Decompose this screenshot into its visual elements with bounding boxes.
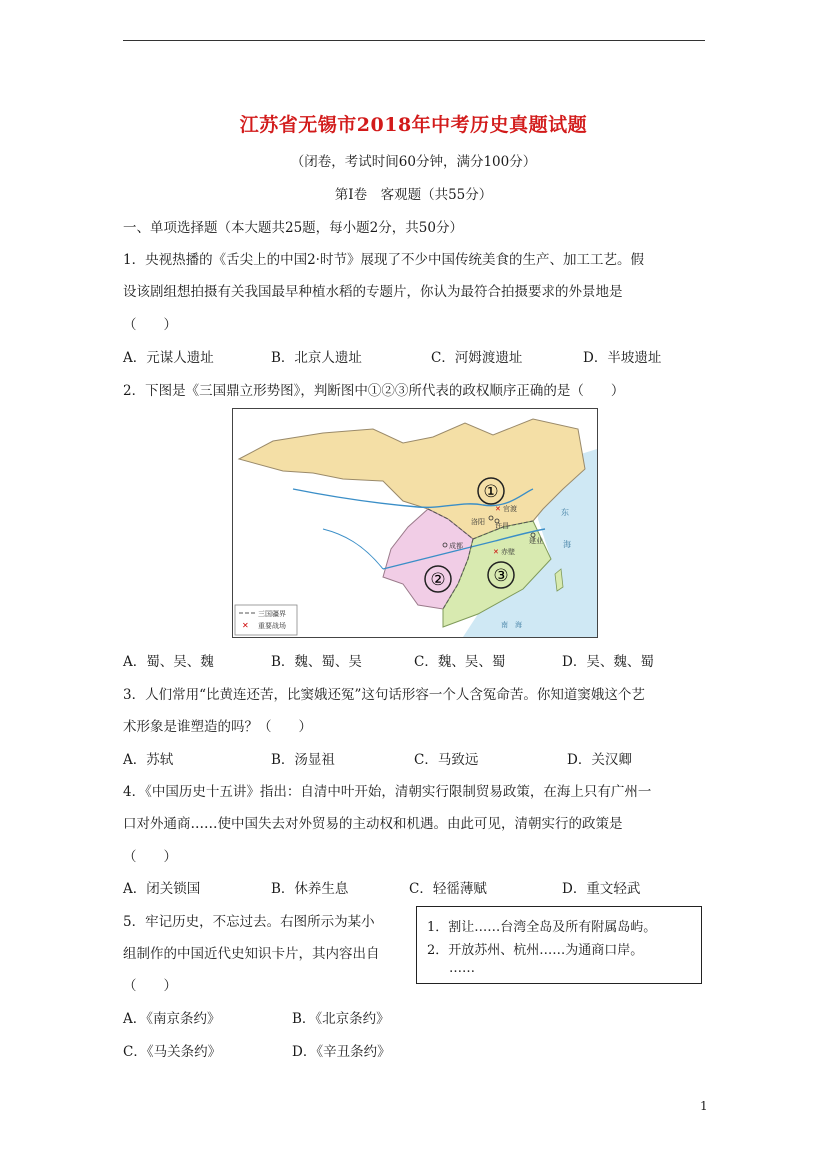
region-3-label: ③ (493, 566, 509, 586)
legend-battle-label: 重要战场 (258, 622, 286, 630)
legend-battle-icon: ✕ (242, 621, 249, 630)
city-label-xuchang: 许昌 (495, 522, 509, 530)
option-d[interactable]: D．关汉卿 (567, 752, 632, 768)
legend-border-label: 三国疆界 (258, 610, 286, 618)
option-b[interactable]: B．魏、蜀、吴 (271, 654, 362, 670)
option-a[interactable]: A．闭关锁国 (123, 881, 201, 897)
sea-label: 海 (563, 540, 571, 549)
option-d[interactable]: D．吴、魏、蜀 (562, 654, 654, 670)
option-c[interactable]: C．轻徭薄赋 (409, 881, 487, 897)
option-c[interactable]: C．马致远 (414, 752, 479, 768)
card-line-3: …… (449, 961, 475, 976)
exam-subtitle: （闭卷，考试时间60分钟，满分100分） (290, 154, 537, 170)
option-b[interactable]: B．《北京条约》 (292, 1011, 390, 1027)
city-label-chengdu: 成都 (449, 542, 463, 550)
answer-blank: （ ） (123, 317, 177, 333)
battle-marker-icon: ✕ (495, 505, 501, 513)
option-c[interactable]: C．《马关条约》 (123, 1044, 222, 1060)
option-c[interactable]: C．魏、吴、蜀 (414, 654, 506, 670)
question-text-line: 口对外通商……使中国失去对外贸易的主动权和机遇。由此可见，清朝实行的政策是 (123, 816, 623, 832)
option-c[interactable]: C．河姆渡遗址 (431, 350, 523, 366)
city-label-chibi: 赤壁 (501, 548, 515, 556)
history-knowledge-card (416, 906, 702, 984)
option-d[interactable]: D．半坡遗址 (583, 350, 662, 366)
city-label-jianye: 建业 (529, 537, 543, 545)
question-text-line: 组制作的中国近代史知识卡片，其内容出自 (123, 946, 380, 962)
header-rule (123, 40, 705, 41)
region-1-label: ① (483, 482, 499, 502)
exam-title: 江苏省无锡市2018年中考历史真题试题 (239, 114, 588, 136)
sea-label: 南 海 (501, 621, 522, 629)
section-heading: 第Ⅰ卷 客观题（共55分） (334, 187, 493, 203)
city-label-guandu: 官渡 (503, 505, 517, 513)
answer-blank: （ ） (123, 978, 177, 994)
option-b[interactable]: B．北京人遗址 (271, 350, 362, 366)
map-graphic (233, 409, 597, 637)
option-b[interactable]: B．汤显祖 (271, 752, 335, 768)
three-kingdoms-map (232, 408, 598, 638)
battle-marker-icon: ✕ (493, 548, 499, 556)
option-d[interactable]: D．重文轻武 (562, 881, 641, 897)
option-a[interactable]: A．蜀、吴、魏 (123, 654, 214, 670)
question-text-line: 4．《中国历史十五讲》指出：自清中叶开始，清朝实行限制贸易政策，在海上只有广州一 (123, 784, 652, 800)
option-b[interactable]: B．休养生息 (271, 881, 349, 897)
card-line-1: 1．割让……台湾全岛及所有附属岛屿。 (427, 920, 657, 935)
city-label-luoyang: 洛阳 (471, 518, 485, 526)
question-text-line: 术形象是谁塑造的吗？（ ） (123, 719, 312, 735)
question-text-line: 2．下图是《三国鼎立形势图》，判断图中①②③所代表的政权顺序正确的是（ ） (123, 383, 625, 399)
part-heading: 一、单项选择题（本大题共25题，每小题2分，共50分） (123, 220, 463, 236)
question-text-line: 5．牢记历史，不忘过去。右图所示为某小 (123, 914, 375, 930)
option-a[interactable]: A．《南京条约》 (123, 1011, 221, 1027)
region-2-label: ② (430, 570, 446, 590)
page-number: 1 (700, 1099, 708, 1113)
sea-label: 东 (561, 508, 569, 517)
question-text-line: 3．人们常用“比黄连还苦，比窦娥还冤”这句话形容一个人含冤命苦。你知道窦娥这个艺 (123, 687, 645, 703)
option-a[interactable]: A．元谋人遗址 (123, 350, 214, 366)
card-line-2: 2．开放苏州、杭州……为通商口岸。 (427, 943, 644, 958)
option-a[interactable]: A．苏轼 (123, 752, 174, 768)
option-d[interactable]: D．《辛丑条约》 (292, 1044, 391, 1060)
answer-blank: （ ） (123, 849, 177, 865)
question-text-line: 1．央视热播的《舌尖上的中国2·时节》展现了不少中国传统美食的生产、加工工艺。假 (123, 252, 644, 268)
question-text-line: 设该剧组想拍摄有关我国最早种植水稻的专题片，你认为最符合拍摄要求的外景地是 (123, 284, 623, 300)
